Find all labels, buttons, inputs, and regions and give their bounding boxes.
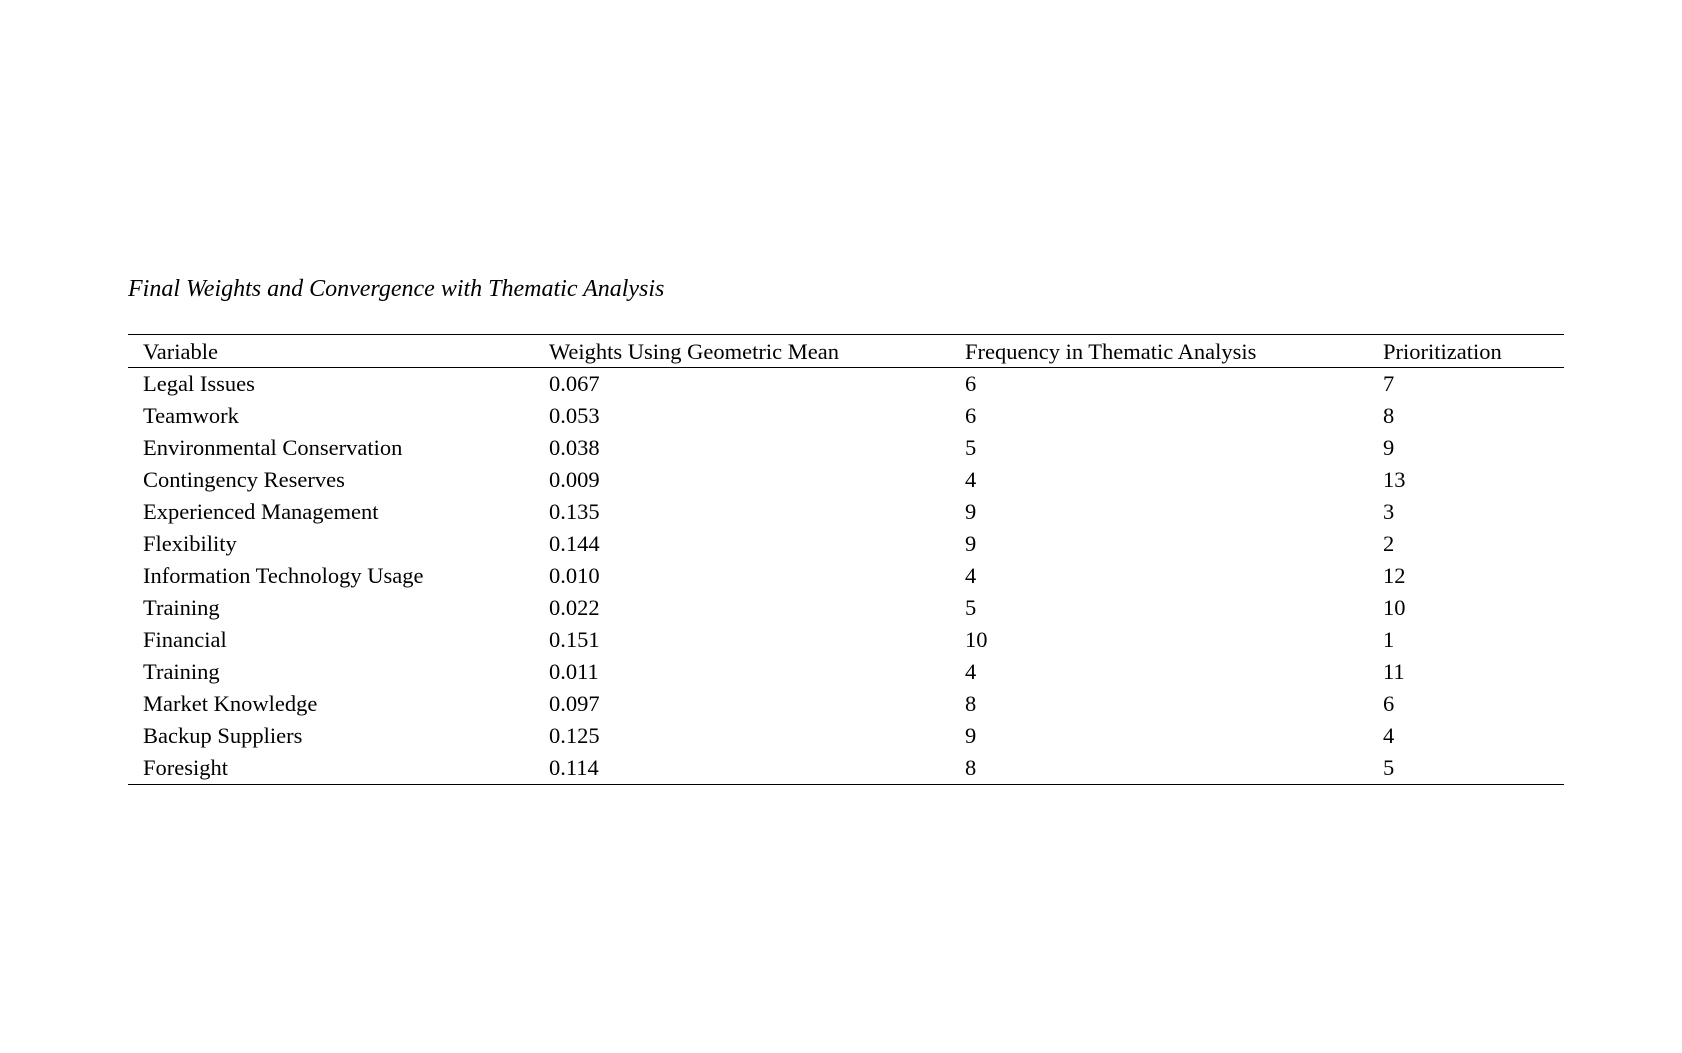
cell-variable: Foresight xyxy=(143,755,229,780)
cell-frequency: 6 xyxy=(965,403,977,428)
table-header-row xyxy=(128,335,1564,368)
cell-weight: 0.114 xyxy=(549,755,599,780)
cell-variable: Teamwork xyxy=(143,403,239,428)
cell-prioritization: 4 xyxy=(1383,723,1395,748)
table-row xyxy=(128,560,1564,592)
cell-frequency: 5 xyxy=(965,435,977,460)
cell-frequency: 9 xyxy=(965,531,977,556)
cell-weight: 0.022 xyxy=(549,595,600,620)
table-row xyxy=(128,528,1564,560)
table-row xyxy=(128,624,1564,656)
table-row xyxy=(128,688,1564,720)
table-row xyxy=(128,464,1564,496)
cell-weight: 0.053 xyxy=(549,403,600,428)
cell-prioritization: 10 xyxy=(1383,595,1406,620)
cell-frequency: 9 xyxy=(965,499,977,524)
header-weights: Weights Using Geometric Mean xyxy=(549,339,839,364)
table-row xyxy=(128,752,1564,785)
cell-variable: Information Technology Usage xyxy=(143,563,424,588)
cell-frequency: 9 xyxy=(965,723,977,748)
header-prioritization: Prioritization xyxy=(1383,339,1502,364)
cell-variable: Flexibility xyxy=(143,531,237,556)
table-row xyxy=(128,656,1564,688)
cell-weight: 0.009 xyxy=(549,467,600,492)
cell-weight: 0.125 xyxy=(549,723,600,748)
header-variable: Variable xyxy=(143,339,218,364)
cell-variable: Contingency Reserves xyxy=(143,467,345,492)
cell-weight: 0.067 xyxy=(549,371,600,396)
cell-prioritization: 13 xyxy=(1383,467,1406,492)
cell-variable: Environmental Conservation xyxy=(143,435,403,460)
table-row xyxy=(128,368,1564,401)
cell-weight: 0.151 xyxy=(549,627,600,652)
cell-weight: 0.011 xyxy=(549,659,599,684)
cell-variable: Training xyxy=(143,595,220,620)
cell-prioritization: 8 xyxy=(1383,403,1395,428)
table-row xyxy=(128,496,1564,528)
weights-table-container xyxy=(128,334,1564,785)
cell-frequency: 8 xyxy=(965,691,977,716)
cell-prioritization: 1 xyxy=(1383,627,1395,652)
cell-weight: 0.097 xyxy=(549,691,600,716)
cell-variable: Training xyxy=(143,659,220,684)
cell-frequency: 4 xyxy=(965,659,977,684)
cell-frequency: 4 xyxy=(965,467,977,492)
cell-prioritization: 5 xyxy=(1383,755,1395,780)
cell-variable: Market Knowledge xyxy=(143,691,318,716)
cell-weight: 0.144 xyxy=(549,531,600,556)
cell-frequency: 5 xyxy=(965,595,977,620)
cell-variable: Experienced Management xyxy=(143,499,379,524)
cell-prioritization: 3 xyxy=(1383,499,1395,524)
table-row xyxy=(128,720,1564,752)
table-caption: Final Weights and Convergence with Thematic Analysis xyxy=(128,276,665,302)
table-row xyxy=(128,432,1564,464)
cell-prioritization: 6 xyxy=(1383,691,1395,716)
cell-frequency: 10 xyxy=(965,627,988,652)
cell-variable: Financial xyxy=(143,627,227,652)
cell-frequency: 6 xyxy=(965,371,977,396)
cell-prioritization: 7 xyxy=(1383,371,1395,396)
cell-prioritization: 12 xyxy=(1383,563,1406,588)
cell-frequency: 4 xyxy=(965,563,977,588)
cell-variable: Legal Issues xyxy=(143,371,255,396)
cell-prioritization: 9 xyxy=(1383,435,1395,460)
cell-weight: 0.135 xyxy=(549,499,600,524)
cell-frequency: 8 xyxy=(965,755,977,780)
cell-prioritization: 2 xyxy=(1383,531,1395,556)
cell-prioritization: 11 xyxy=(1383,659,1405,684)
table-row xyxy=(128,592,1564,624)
cell-variable: Backup Suppliers xyxy=(143,723,303,748)
weights-table xyxy=(128,334,1564,785)
table-row xyxy=(128,400,1564,432)
header-frequency: Frequency in Thematic Analysis xyxy=(965,339,1257,364)
cell-weight: 0.038 xyxy=(549,435,600,460)
cell-weight: 0.010 xyxy=(549,563,600,588)
